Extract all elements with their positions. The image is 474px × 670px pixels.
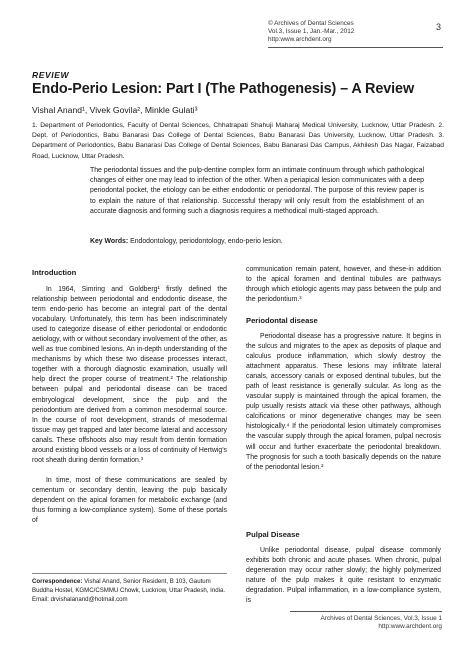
pulpal-disease-text <box>246 546 441 606</box>
article-authors: Vishal Anand¹, Vivek Govila², Minkle Gulati³ <box>32 105 198 115</box>
page-number: 3 <box>436 22 442 32</box>
footer-journal: Archives of Dental Sciences, Vol.3, Issue 1 <box>320 615 442 622</box>
paragraph: In time, most of these communications are sealed by cementum or secondary dentin, leaving the pulp basically dependent on the apical foramen for metabolic exchange (and thus forming a low-compliance system). Some of these portals of <box>32 476 227 525</box>
article-affiliations: 1. Department of Periodontics, Faculty of Dental Sciences, Chhatrapati Shahuji Maharaj Medical University, Lucknow, Uttar Pradesh. 2. Dept. of Periodontics, Babu Banarasi Das College of Dental Sciences, Babu Banarasi Das University, Lucknow, Uttar Pradesh. 3. Department of Periodontics, Babu Banarasi Das College of Dental Sciences, Babu Banarasi Das Campus, Akhilesh Das Nagar, Faizabad Road, Lucknow, Uttar Pradesh. <box>32 122 444 160</box>
journal-footer <box>262 615 442 631</box>
correspondence-rule <box>32 573 227 574</box>
correspondence-label: Correspondence: <box>32 578 83 585</box>
header-volume: Vol.3, Issue 1, Jan.-Mar., 2012 <box>268 28 355 35</box>
header-rule <box>268 47 443 48</box>
section-heading-introduction: Introduction <box>32 268 77 277</box>
correspondence-note <box>32 577 227 605</box>
paragraph: In 1964, Simring and Goldberg¹ firstly defined the relationship between periodontal and endodontic disease, the term endo-perio has become an integral part of the dental vocabulary. Unfortunately, this term has been indiscriminately used to categorize disease of either periodontal or endodontic aetiology, with or without secondary involvement of the other, as well as true combined lesions. An in-depth understanding of the mechanisms by which these two disease processes interact, together with a thorough diagnostic examination, usually will help direct the proper course of treatment.² The relationship between pulpal and periodontal disease can be traced embryological development, since the pulp and the periodontium are derived from a common mesodermal source. In the course of root development, strands of mesodermal tissue may get trapped and later become lateral and accessory canals. These offshoots also may result from dentin formation around existing blood vessels or a loss of continuity of Hertwig's root sheath during dentin formation.³ <box>32 286 227 464</box>
article-abstract: The periodontal tissues and the pulp-dentine complex form an intimate continuum through which pathological changes of either one may lead to infection of the other. When a periapical lesion communicates with a deep periodontal pocket, the etiology can be either endodontic or periodontal. The purpose of this review paper is to explain the nature of that relationship. Successful therapy will only result from the establishment of an accurate diagnosis and forming such a diagnosis requires a methodical multi-staged approach. <box>90 167 424 215</box>
journal-header <box>268 20 418 44</box>
keywords-label: Key Words: <box>90 238 129 245</box>
correspondence-details: Vishal Anand, Senior Resident, B 103, Gautum Buddha Hostel, KGMC/CSMMU Chowk, Lucknow, Uttar Pradesh, India. Email: drvishalanand@hotmail.com <box>32 578 226 604</box>
section-heading-pulpal-disease: Pulpal Disease <box>246 530 300 539</box>
section-heading-periodontal-disease: Periodontal disease <box>246 316 318 325</box>
footer-url: http:www.archdent.org <box>378 623 442 630</box>
footer-rule <box>290 611 442 612</box>
paragraph: Periodontal disease has a progressive nature. It begins in the sulcus and migrates to the apex as deposits of plaque and calculus produce inflammation, which slowly destroy the attachment apparatus. These lesions may infiltrate lateral canals, accessory canals or exposed dentinal tubules, but the path of least resistance is generally sulcular. As long as the vascular supply is maintained through the apical foramen, the pulp usually resists attack via these other pathways, although calcifications or minor degenerative changes may be seen histologically.⁴ If the periodontal lesion ultimately compromises the vascular supply through the apical foramen, pulpal necrosis will occur and further exacerbate the periodontal breakdown. The prognosis for such a tooth basically depends on the nature of the periodontal lesion.² <box>246 333 441 471</box>
header-journal-name: © Archives of Dental Sciences <box>268 20 354 27</box>
keywords-list: Endodontology, periodontology, endo-perio lesion. <box>130 238 283 245</box>
paragraph: communication remain patent, however, and these-in addition to the apical foramen and dentinal tubules are pathways through which etiologic agents may pass between the pulp and the periodontium.³ <box>246 266 441 304</box>
periodontal-disease-text <box>246 332 441 473</box>
article-title: Endo-Perio Lesion: Part I (The Pathogenesis) – A Review <box>32 81 415 97</box>
header-url: http:www.archdent.org <box>268 36 332 43</box>
paragraph: Unlike periodontal disease, pulpal disease commonly exhibits both chronic and acute phases. When chronic, pulpal degeneration may occur rather slowly; the highly polymerized nature of the pulp makes it quite resistant to enzymatic degradation. Pulpal inflammation, in a low-compliance system, is <box>246 547 441 605</box>
section-label: REVIEW <box>32 70 70 80</box>
introduction-text <box>32 285 227 526</box>
keywords <box>90 238 424 245</box>
continued-text <box>246 265 441 305</box>
